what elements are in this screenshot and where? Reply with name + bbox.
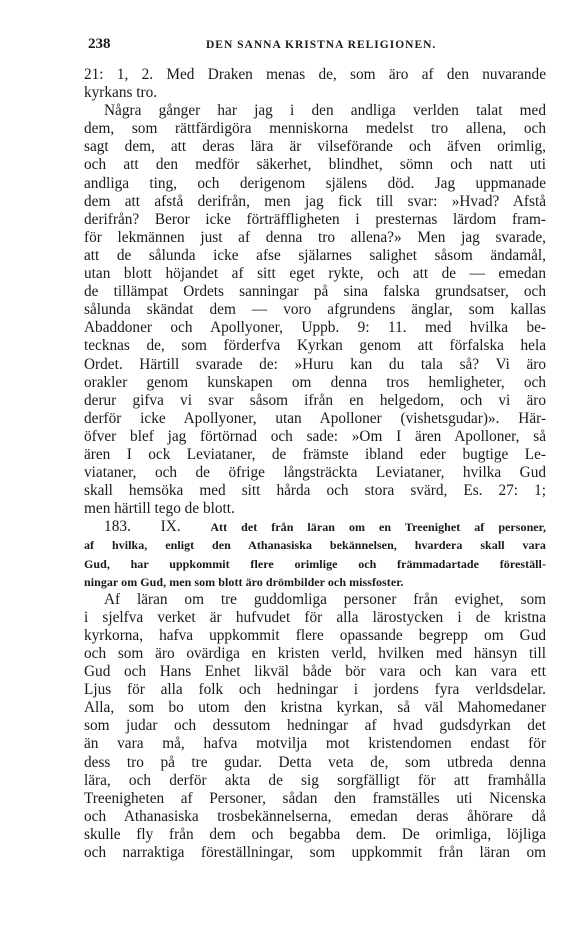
text-line: ären I ock Leviataner, de främste ibland eder bugtige Le- [84, 445, 546, 463]
page-header [88, 36, 548, 52]
text-line: derifrån? Beror icke förträffligheten i presternas lärdom fram- [84, 210, 546, 228]
section-heading-line [84, 518, 546, 536]
section-numeral: IX. [160, 518, 181, 536]
text-line: dess tro på tre gudar. Detta veta de, som utbreda denna [84, 753, 546, 771]
text-line: derur gifva vi svar såsom ifrån en helgedom, och vi äro [84, 391, 546, 409]
running-head: DEN SANNA KRISTNA RELIGIONEN. [206, 39, 437, 51]
text-line: men härtill tego de blott. [84, 500, 235, 518]
text-line: utan blott höjandet af sitt eget rykte, och att de — emedan [84, 265, 546, 283]
text-line: sålunda skändat dem — voro afgrundens änglar, som kallas [84, 301, 546, 319]
text-line: och Athanasiska trosbekännelserna, emedan deras åhörare då [84, 807, 546, 825]
text-line: kyrkorna, hafva uppkommit flere opassande begrepp om Gud [84, 626, 546, 644]
text-line: Ordet. Härtill svarade de: »Huru kan du tala så? Vi äro [84, 355, 546, 373]
body-text [84, 66, 546, 862]
text-line: orakler genom kunskapen om denna tros hemligheter, och [84, 373, 546, 391]
text-line: Ljus för alla folk och hedningar i jordens fyra verldsdelar. [84, 681, 546, 699]
text-line: skulle fly från dem och begabba dem. De orimliga, löjliga [84, 825, 546, 843]
text-line: än vara må, hafva motvilja mot kristendomen endast för [84, 735, 546, 753]
text-line: för lekmännen just af denna tro allena?» Men jag svarade, [84, 228, 546, 246]
section-heading-line: ningar om Gud, men som blott äro drömbilder och missfoster. [84, 574, 404, 589]
text-line: Abaddoner och Apollyoner, Uppb. 9: 11. med hvilka be- [84, 319, 546, 337]
section-number: 183. [104, 518, 131, 536]
text-line: dem, som rättfärdigöra menniskorna medelst tro allena, och [84, 120, 546, 138]
text-line: Af läran om tre guddomliga personer från evighet, som [104, 590, 546, 608]
section-heading-line: Gud, har uppkommit flere orimlige och främmadartade föreställ- [84, 556, 546, 571]
text-line: viataner, och de öfrige långsträckta Leviataner, hvilka Gud [84, 464, 546, 482]
text-line: lära, och derför akta de sig sorgfälligt för att framhålla [84, 771, 546, 789]
page-number: 238 [88, 36, 111, 52]
text-line: Treenigheten af Personer, sådan den framställes uti Nicenska [84, 789, 546, 807]
text-line: som judar och dessutom hedningar af hvad gudsdyrkan det [84, 717, 546, 735]
text-line: Gud och Hans Enhet likväl både bör vara och kan vara ett [84, 663, 546, 681]
text-line: Några gånger har jag i den andliga verlden talat med [104, 102, 546, 120]
text-line: andliga ting, och derigenom själens död. Jag uppmanade [84, 174, 546, 192]
text-line: och att den medför säkerhet, blindhet, sömn och natt uti [84, 156, 546, 174]
text-line: och narraktiga föreställningar, som uppkommit från läran om [84, 844, 546, 862]
text-line: att de sålunda icke afse själarnes salighet såsom ändamål, [84, 246, 546, 264]
text-line: sagt dem, att deras lära är vilseförande och äfven orimlig, [84, 138, 546, 156]
text-line: skall hemsöka med sitt hårda och stora svärd, Es. 27: 1; [84, 482, 546, 500]
text-line: och som äro ovärdiga en kristen verld, hvilken med hänsyn till [84, 645, 546, 662]
section-heading-line: af hvilka, enligt den Athanasiska bekännelsen, hvardera skall vara [84, 538, 546, 553]
text-line: derför icke Apollyoner, utan Apolloner (vishetsgudar)». Här- [84, 409, 546, 427]
text-line: dem att afstå derifrån, men jag fick till svar: »Hvad? Afstå [84, 192, 546, 210]
text-line: de tillämpat Ordets sanningar på sina falska grundsatser, och [84, 283, 546, 301]
text-line: Alla, som bo utom den kristna kyrkan, så väl Mahomedaner [84, 699, 546, 717]
text-line: öfver blef jag förtörnad och sade: »Om I ären Apolloner, så [84, 427, 546, 445]
section-heading-text: Att det från läran om en Treenighet af personer, [210, 520, 547, 535]
text-line: kyrkans tro. [84, 84, 158, 102]
text-line: 21: 1, 2. Med Draken menas de, som äro af den nuvarande [84, 66, 546, 83]
text-line: i sjelfva verket är hufvudet för alla lärostycken i de kristna [84, 608, 546, 626]
text-line: tecknas de, som förderfva Kyrkan genom att förfalska hela [84, 337, 546, 355]
